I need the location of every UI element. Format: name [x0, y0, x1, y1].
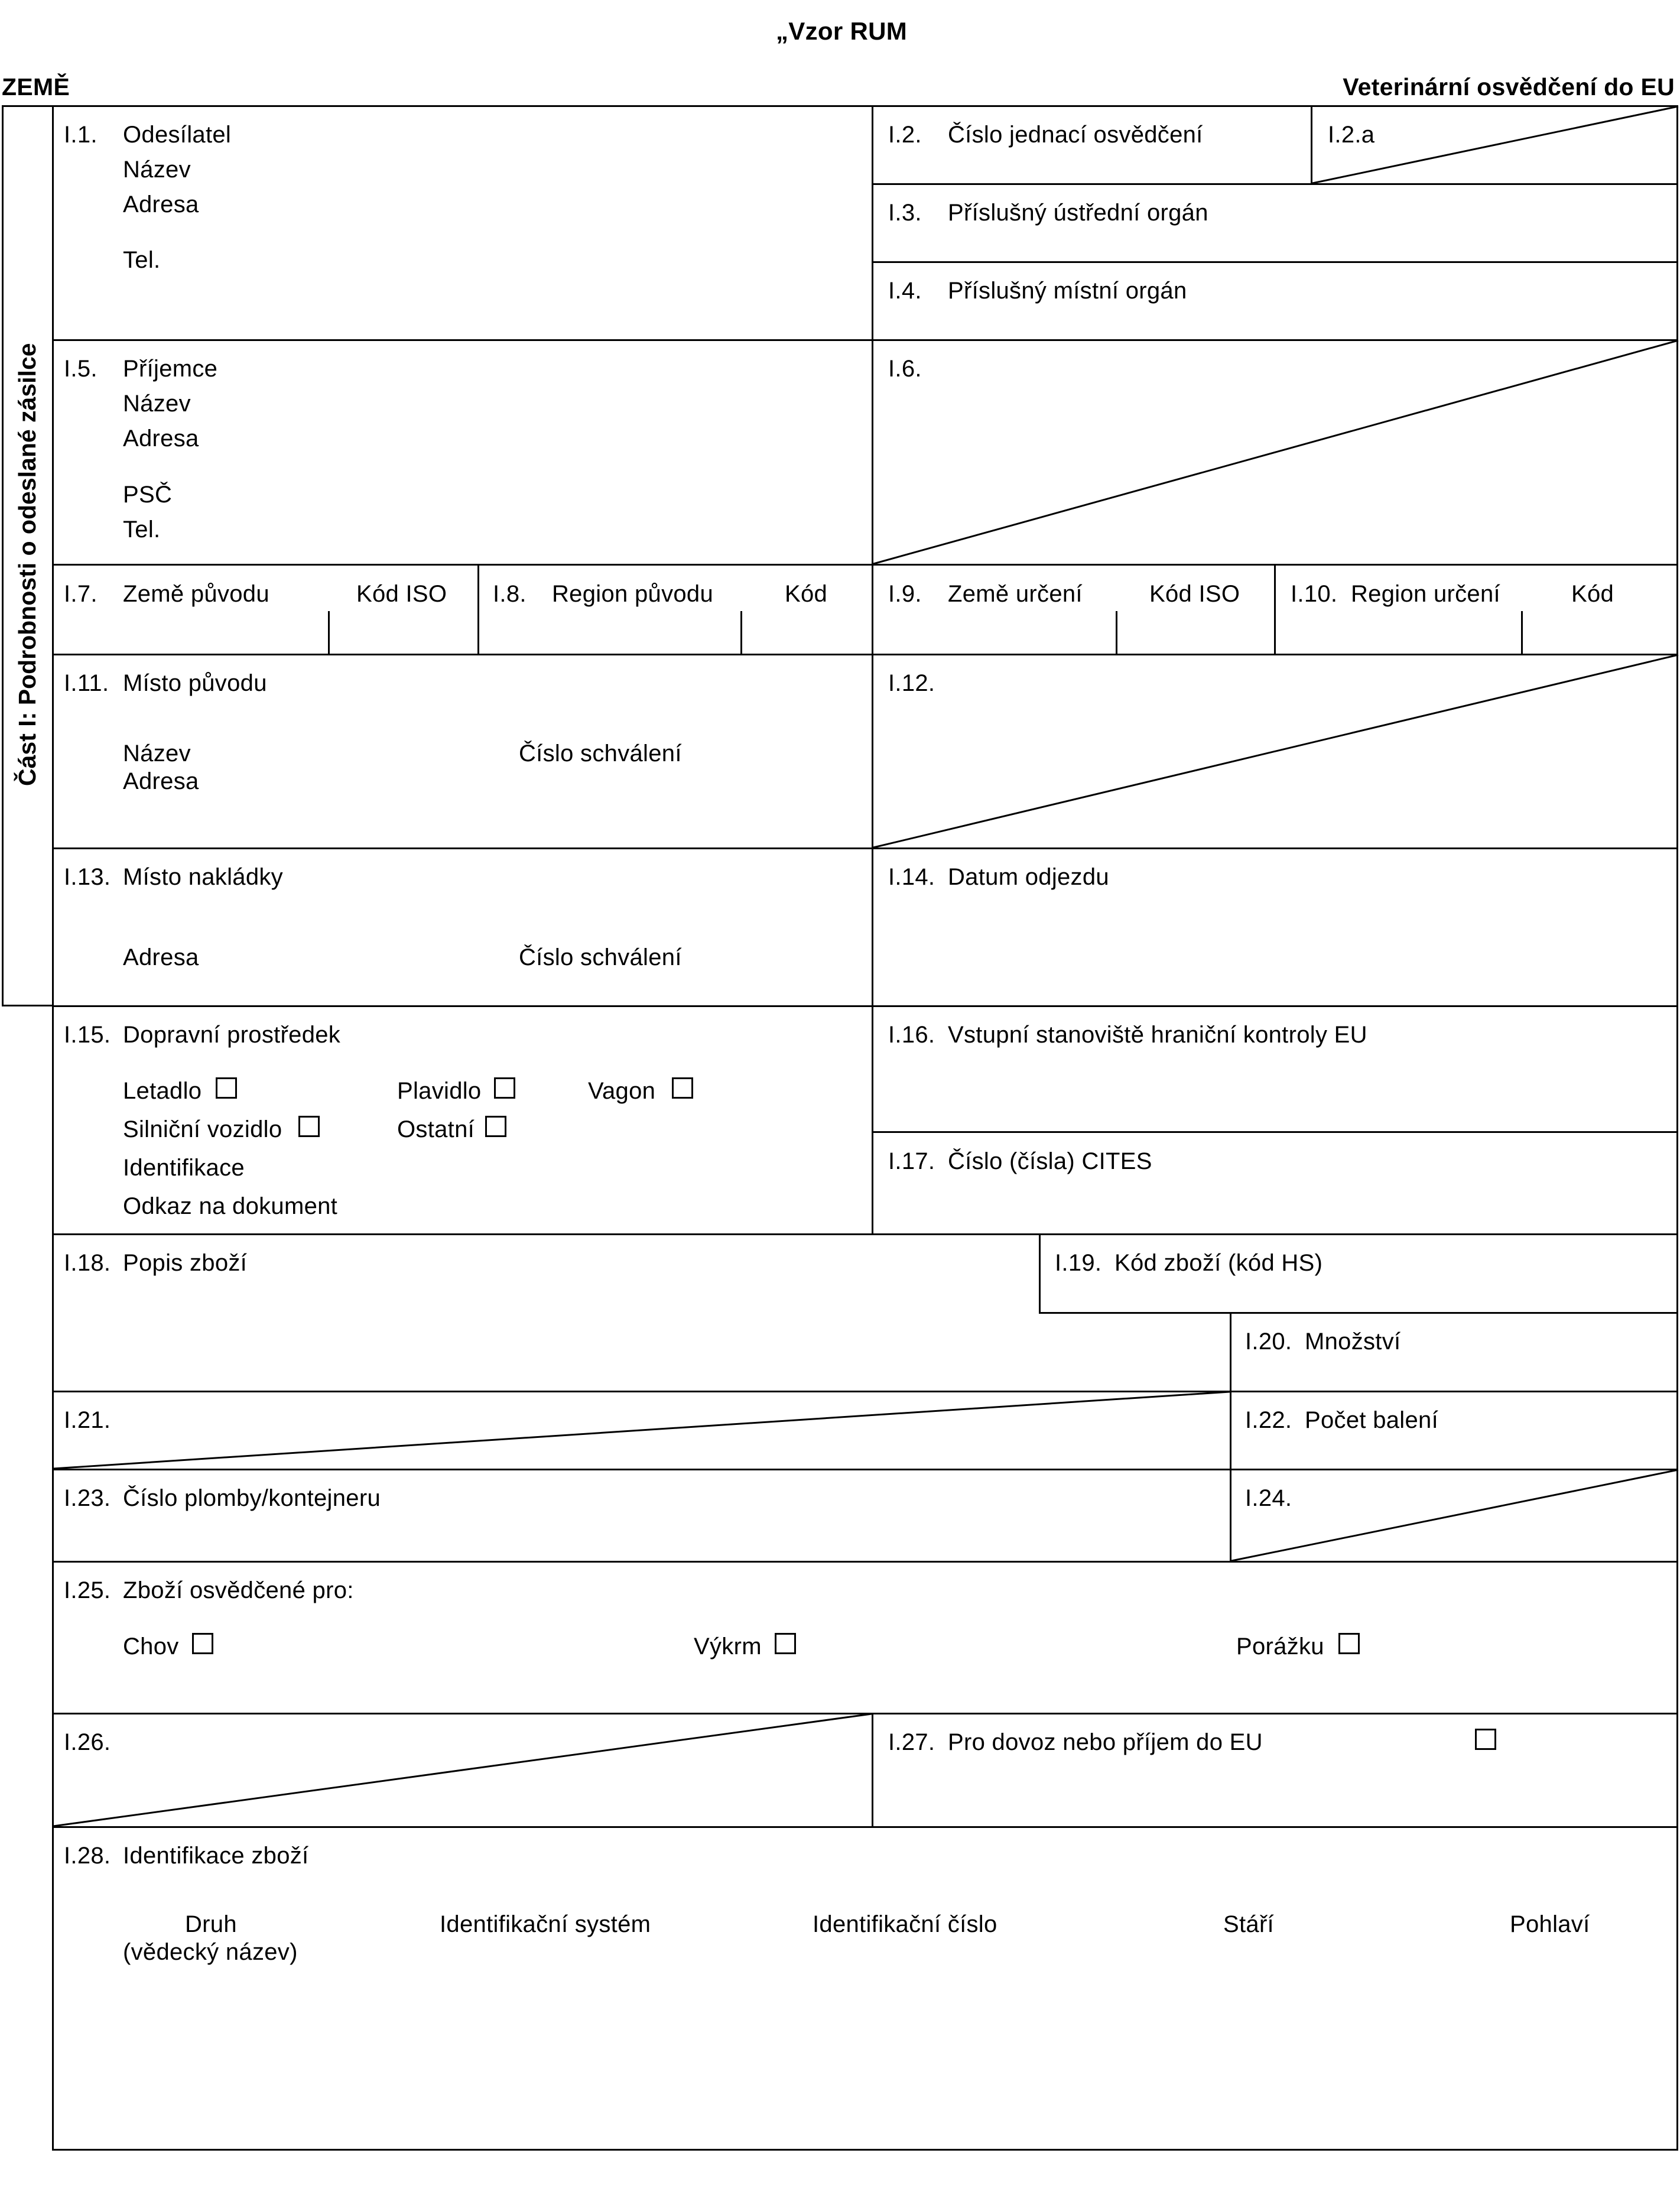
field-num: I.18. — [64, 1250, 111, 1276]
package-count-label: Počet balení — [1305, 1407, 1438, 1433]
col-id-system: Identifikační systém — [440, 1911, 651, 1937]
field-num: I.2.a — [1328, 122, 1375, 148]
field-num: I.28. — [64, 1843, 111, 1869]
consignor-tel: Tel. — [123, 247, 161, 273]
consignor-label: Odesílatel — [123, 122, 232, 148]
origin-country-code: Kód ISO — [356, 581, 447, 607]
field-num: I.22. — [1245, 1407, 1292, 1433]
place-of-origin-name: Název — [123, 741, 191, 767]
col-id-number: Identifikační číslo — [813, 1911, 997, 1937]
country-label: ZEMĚ — [2, 73, 70, 100]
field-num: I.21. — [64, 1407, 111, 1433]
field-num: I.4. — [888, 278, 922, 304]
destination-region-code: Kód — [1571, 581, 1614, 607]
origin-region-code: Kód — [785, 581, 828, 607]
import-eu-checkbox[interactable] — [1475, 1729, 1496, 1750]
transport-plane-label: Letadlo — [123, 1078, 202, 1104]
field-num: I.24. — [1245, 1485, 1292, 1511]
goods-identification-label: Identifikace zboží — [123, 1843, 309, 1869]
field-num: I.5. — [64, 356, 98, 382]
transport-label: Dopravní prostředek — [123, 1022, 341, 1048]
seal-container-label: Číslo plomby/kontejneru — [123, 1485, 381, 1511]
place-of-loading-approval: Číslo schválení — [519, 944, 682, 970]
transport-wagon-label: Vagon — [588, 1078, 656, 1104]
field-num: I.7. — [64, 581, 98, 607]
place-of-origin-approval: Číslo schválení — [519, 741, 682, 767]
col-sex: Pohlaví — [1510, 1911, 1590, 1937]
consignee-name: Název — [123, 391, 191, 417]
departure-date-label: Datum odjezdu — [948, 864, 1109, 890]
commodity-code-label: Kód zboží (kód HS) — [1114, 1250, 1323, 1276]
slaughter-label: Porážku — [1236, 1634, 1324, 1660]
field-num: I.20. — [1245, 1329, 1292, 1355]
border-post-label: Vstupní stanoviště hraniční kontroly EU — [948, 1022, 1367, 1048]
field-num: I.11. — [64, 670, 109, 696]
certificate-label: Veterinární osvědčení do EU — [1343, 73, 1675, 100]
transport-road-checkbox[interactable] — [298, 1116, 320, 1137]
field-num: I.1. — [64, 122, 98, 148]
field-num: I.9. — [888, 581, 922, 607]
consignee-label: Příjemce — [123, 356, 218, 382]
field-num: I.8. — [493, 581, 527, 607]
side-label: Část I: Podrobnosti o odeslané zásilce — [14, 343, 41, 786]
goods-description-label: Popis zboží — [123, 1250, 248, 1276]
field-num: I.14. — [888, 864, 935, 890]
origin-country-label: Země původu — [123, 581, 269, 607]
place-of-loading-label: Místo nakládky — [123, 864, 283, 890]
import-eu-label: Pro dovoz nebo příjem do EU — [948, 1729, 1263, 1755]
field-num: I.10. — [1291, 581, 1338, 607]
transport-ship-label: Plavidlo — [397, 1078, 482, 1104]
transport-document-ref: Odkaz na dokument — [123, 1193, 338, 1219]
transport-other-label: Ostatní — [397, 1116, 475, 1142]
field-num: I.25. — [64, 1577, 111, 1603]
place-of-origin-label: Místo původu — [123, 670, 267, 696]
consignee-postcode: PSČ — [123, 482, 173, 508]
destination-country-label: Země určení — [948, 581, 1083, 607]
certified-for-label: Zboží osvědčené pro: — [123, 1577, 354, 1603]
field-num: I.27. — [888, 1729, 935, 1755]
slaughter-checkbox[interactable] — [1338, 1633, 1360, 1654]
field-num: I.16. — [888, 1022, 935, 1048]
place-of-loading-address: Adresa — [123, 944, 199, 970]
cites-number-label: Číslo (čísla) CITES — [948, 1148, 1152, 1174]
field-num: I.26. — [64, 1729, 111, 1755]
central-authority-label: Příslušný ústřední orgán — [948, 200, 1208, 226]
transport-other-checkbox[interactable] — [485, 1116, 506, 1137]
destination-region-label: Region určení — [1351, 581, 1500, 607]
quantity-label: Množství — [1305, 1329, 1401, 1355]
col-species: Druh — [185, 1911, 237, 1937]
consignor-address: Adresa — [123, 191, 199, 217]
field-num: I.19. — [1055, 1250, 1102, 1276]
field-num: I.17. — [888, 1148, 935, 1174]
col-age: Stáří — [1223, 1911, 1274, 1937]
transport-road-label: Silniční vozidlo — [123, 1116, 282, 1142]
field-num: I.3. — [888, 200, 922, 226]
transport-ship-checkbox[interactable] — [494, 1077, 515, 1099]
breeding-label: Chov — [123, 1634, 179, 1660]
local-authority-label: Příslušný místní orgán — [948, 278, 1187, 304]
field-num: I.12. — [888, 670, 935, 696]
field-num: I.2. — [888, 122, 922, 148]
transport-identification: Identifikace — [123, 1155, 245, 1181]
col-species-scientific: (vědecký název) — [123, 1939, 298, 1965]
form-title: „Vzor RUM — [776, 17, 908, 45]
field-num: I.6. — [888, 356, 922, 382]
fattening-label: Výkrm — [694, 1634, 762, 1660]
transport-plane-checkbox[interactable] — [216, 1077, 237, 1099]
destination-country-code: Kód ISO — [1149, 581, 1240, 607]
field-num: I.23. — [64, 1485, 111, 1511]
consignee-tel: Tel. — [123, 517, 161, 543]
fattening-checkbox[interactable] — [775, 1633, 796, 1654]
field-num: I.13. — [64, 864, 111, 890]
origin-region-label: Region původu — [552, 581, 714, 607]
breeding-checkbox[interactable] — [192, 1633, 213, 1654]
consignee-address: Adresa — [123, 426, 199, 452]
field-num: I.15. — [64, 1022, 111, 1048]
certificate-ref-label: Číslo jednací osvědčení — [948, 122, 1203, 148]
transport-wagon-checkbox[interactable] — [672, 1077, 693, 1099]
consignor-name: Název — [123, 157, 191, 183]
place-of-origin-address: Adresa — [123, 768, 199, 794]
